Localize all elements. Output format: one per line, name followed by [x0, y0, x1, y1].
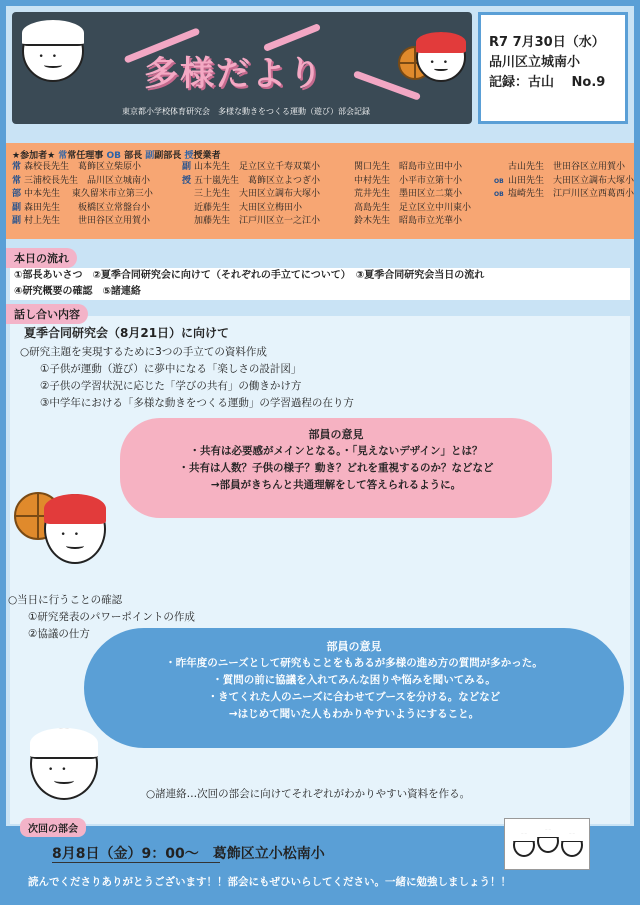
- list-item: ②子供の学習状況に応じた「学びの共有」の働きかけ方: [40, 380, 302, 392]
- list-item: 授 五十嵐先生 葛飾区立よつぎ小: [182, 175, 321, 186]
- next-meeting-heading: 次回の部会: [20, 818, 86, 837]
- newsletter-title: 多様だより: [144, 54, 324, 94]
- flow-line-1: ①部長あいさつ ②夏季合同研究会に向けて（それぞれの手立てについて） ③夏季合同研究会当日の流れ: [14, 270, 485, 281]
- list-item: 副 森田先生 板橋区立常盤台小: [12, 202, 151, 213]
- child-face-illustration: ••: [22, 20, 84, 82]
- child-face-illustration: ••: [416, 32, 466, 82]
- notice-text: ○諸連絡…次回の部会に向けてそれぞれがわかりやすい資料を作る。: [146, 788, 471, 800]
- child-face-illustration: ••: [30, 728, 98, 800]
- list-item: 荒井先生 墨田区立二葉小: [354, 189, 463, 200]
- discussion-topic: 夏季合同研究会（8月21日）に向けて: [24, 326, 230, 340]
- child-face-illustration: ••: [44, 494, 106, 564]
- flow-heading: 本日の流れ: [6, 248, 77, 268]
- bubble-line: →部員がきちんと共通理解をして答えられるように。: [210, 479, 462, 491]
- day-intro: ○当日に行うことの確認: [8, 594, 123, 606]
- next-meeting-date: 8月8日（金）9：00～ 葛飾区立小松南小: [52, 846, 325, 862]
- participants-column-1: [12, 161, 153, 229]
- bubble-title: 部員の意見: [326, 640, 382, 653]
- opinion-bubble-pink: [120, 418, 552, 518]
- newsletter-header: [12, 12, 472, 124]
- list-item: OB 山田先生 大田区立調布大塚小: [494, 175, 635, 186]
- issue-school: 品川区立城南小: [489, 55, 581, 70]
- bubble-line: ・昨年度のニーズとして研究もことをもあるが多様の進め方の質問が多かった。: [165, 657, 543, 669]
- newsletter-subtitle: 東京都小学校体育研究会 多様な動きをつくる運動（遊び）部会記録: [122, 107, 370, 116]
- list-item: 高島先生 足立区立中川東小: [354, 202, 472, 213]
- bubble-title: 部員の意見: [308, 428, 364, 441]
- issue-info-box: [478, 12, 628, 124]
- participants-section: [6, 143, 634, 239]
- list-item: 鈴木先生 昭島市立光華小: [354, 216, 463, 227]
- list-item: ①子供が運動（遊び）に夢中になる「楽しさの設計図」: [40, 363, 302, 375]
- issue-date: R7 7月30日（水）: [489, 35, 605, 50]
- list-item: 部 中本先生 東久留米市立第三小: [12, 189, 153, 200]
- divider: [52, 862, 220, 863]
- issue-recorder: 記録：古山 No.9: [489, 75, 606, 90]
- flow-line-2: ④研究概要の確認 ⑤諸連絡: [14, 286, 141, 297]
- list-item: 副 山本先生 足立区立千寿双葉小: [182, 162, 321, 172]
- bubble-line: ・共有は必要感がメインとなる。・「見えないデザイン」とは？: [189, 445, 483, 457]
- flow-content: [10, 268, 630, 300]
- participants-column-3: [354, 161, 471, 229]
- participants-column-4: [494, 161, 634, 202]
- list-item: 近藤先生 大田区立梅田小: [194, 202, 303, 213]
- list-item: ③中学年における「多様な動きをつくる運動」の学習過程の在り方: [40, 397, 354, 409]
- children-illustration: [504, 818, 590, 870]
- thanks-message: 読んでくださりありがとうございます！！部会にもぜひいらしてください。一緒に勉強しましょう！！: [28, 876, 511, 888]
- list-item: 三上先生 大田区立調布大塚小: [194, 189, 321, 200]
- bubble-line: ・質問の前に協議を入れてみんな困りや悩みを聞いてみる。: [212, 674, 496, 686]
- list-item: ②協議の仕方: [28, 628, 90, 640]
- list-item: 副 村上先生 世田谷区立用賀小: [12, 216, 151, 227]
- participants-legend: ★参加者★ 常常任理事 OB 部長 副副部長 授授業者: [12, 151, 221, 161]
- list-item: 加藤先生 江戸川区立一之江小: [194, 216, 321, 227]
- opinion-bubble-blue: [84, 628, 624, 748]
- bubble-line: →はじめて聞いた人もわかりやすいようにすること。: [228, 708, 480, 720]
- participants-column-2: [182, 161, 320, 229]
- bubble-line: ・きてくれた人のニーズに合わせてブースを分ける。などなど: [207, 691, 501, 703]
- list-item: 古山先生 世田谷区立用賀小: [508, 162, 626, 172]
- bubble-line: ・共有は人数？子供の様子？動き？どれを重視するのか？などなど: [178, 462, 494, 474]
- list-item: 常 三浦校長先生 品川区立城南小: [12, 175, 151, 186]
- discussion-intro: ○研究主題を実現するために3つの手立ての資料作成: [20, 346, 267, 358]
- discussion-heading: 話し合い内容: [6, 304, 88, 324]
- list-item: 関口先生 昭島市立田中小: [354, 162, 463, 172]
- list-item: ①研究発表のパワーポイントの作成: [28, 611, 195, 623]
- list-item: 常 森校長先生 葛飾区立柴原小: [12, 162, 142, 172]
- list-item: 中村先生 小平市立第十小: [354, 175, 463, 186]
- list-item: OB 塩崎先生 江戸川区立西葛西小: [494, 189, 635, 200]
